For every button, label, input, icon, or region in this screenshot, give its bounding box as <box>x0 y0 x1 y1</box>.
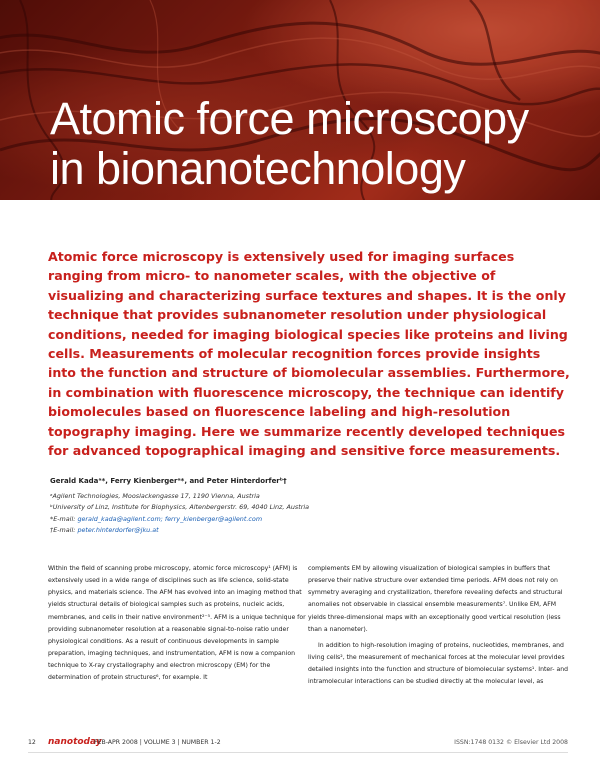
body-paragraph: In addition to high-resolution imaging of proteins, nucleotides, membranes, and living cells², the measurement of mechanical forces at the molecular level provides detailed insights into the function and structure of biomolecular systems¹. Inter- and intramolecular interactions can be studied directly at the molecular level, as <box>308 641 569 686</box>
body-column-right <box>308 563 568 689</box>
author-block <box>50 476 570 537</box>
journal-logo: nanotoday <box>48 737 102 747</box>
email-label-2: †E-mail: <box>50 526 76 534</box>
page-footer <box>28 737 568 751</box>
email-line-1 <box>50 514 570 526</box>
email-link-2[interactable]: peter.hinterdorfer@jku.at <box>77 526 159 534</box>
email-label-1: *E-mail: <box>50 514 76 523</box>
issn-info: ISSN:1748 0132 © Elsevier Ltd 2008 <box>454 739 568 746</box>
email-line-2 <box>50 525 570 537</box>
header-banner <box>0 0 600 200</box>
title-line-1: Atomic force microscopy <box>50 93 529 144</box>
email-link-1[interactable]: gerald_kada@agilent.com; ferry_kienberger@agilent.com <box>77 514 263 523</box>
footer-divider <box>28 752 568 753</box>
affiliation-b: ᵇUniversity of Linz, Institute for Biophysics, Altenbergerstr. 69, 4040 Linz, Austria <box>50 503 310 511</box>
article-title <box>50 94 529 194</box>
body-paragraph: Within the field of scanning probe microscopy, atomic force microscopy¹ (AFM) is extensively used in a wide range of disciplines such as life science, solid-state physics, and materials science. The AFM has evolved into an imaging method that yields structural details of biological samples such as proteins, nucleic acids, membranes, and cells in their native environment²⁻⁵. AFM is a unique technique for providing subnanometer resolution at a reasonable signal-to-noise ratio under physiological conditions. As a result of continuous developments in sample preparation, imaging techniques, and instrumentation, AFM is now a companion technique to X-ray crystallography and electron microscopy (EM) for the determination of protein structures⁶, for example. It <box>48 565 306 682</box>
page-number: 12 <box>28 739 36 746</box>
issue-info: FEB-APR 2008 | VOLUME 3 | NUMBER 1-2 <box>94 739 221 746</box>
body-paragraph: complements EM by allowing visualization of biological samples in buffers that preserve their native structure over extended time periods. AFM does not rely on symmetry averaging and crystallization, therefore revealing defects and structural anomalies not observable in classical ensemble measurements⁷. Unlike EM, AFM yields three-dimensional maps with an exceptionally good vertical resolution (less than a nanometer). <box>308 565 563 633</box>
affiliation-a: ᵃAgilent Technologies, Mooslackengasse 17, 1190 Vienna, Austria <box>50 491 260 500</box>
abstract: Atomic force microscopy is extensively used for imaging surfaces ranging from micro- to nanometer scales, with the objective of visualizing and characterizing surface textures and shapes. It is the only technique that provides subnanometer resolution under physiological conditions, needed for imaging biological species like proteins and living cells. Measurements of molecular recognition forces provide insights into the function and structure of biomolecular assemblies. Furthermore, in combination with fluorescence microscopy, the technique can identify biomolecules based on fluorescence labeling and high-resolution topography imaging. Here we summarize recently developed techniques for advanced topographical imaging and sensitive force measurements. <box>48 249 570 459</box>
title-line-2: in bionanotechnology <box>50 143 466 194</box>
author-names: Gerald Kadaᵃ*, Ferry Kienbergerᵃ*, and Peter Hinterdorferᵇ† <box>50 477 287 485</box>
body-column-left <box>48 563 308 685</box>
